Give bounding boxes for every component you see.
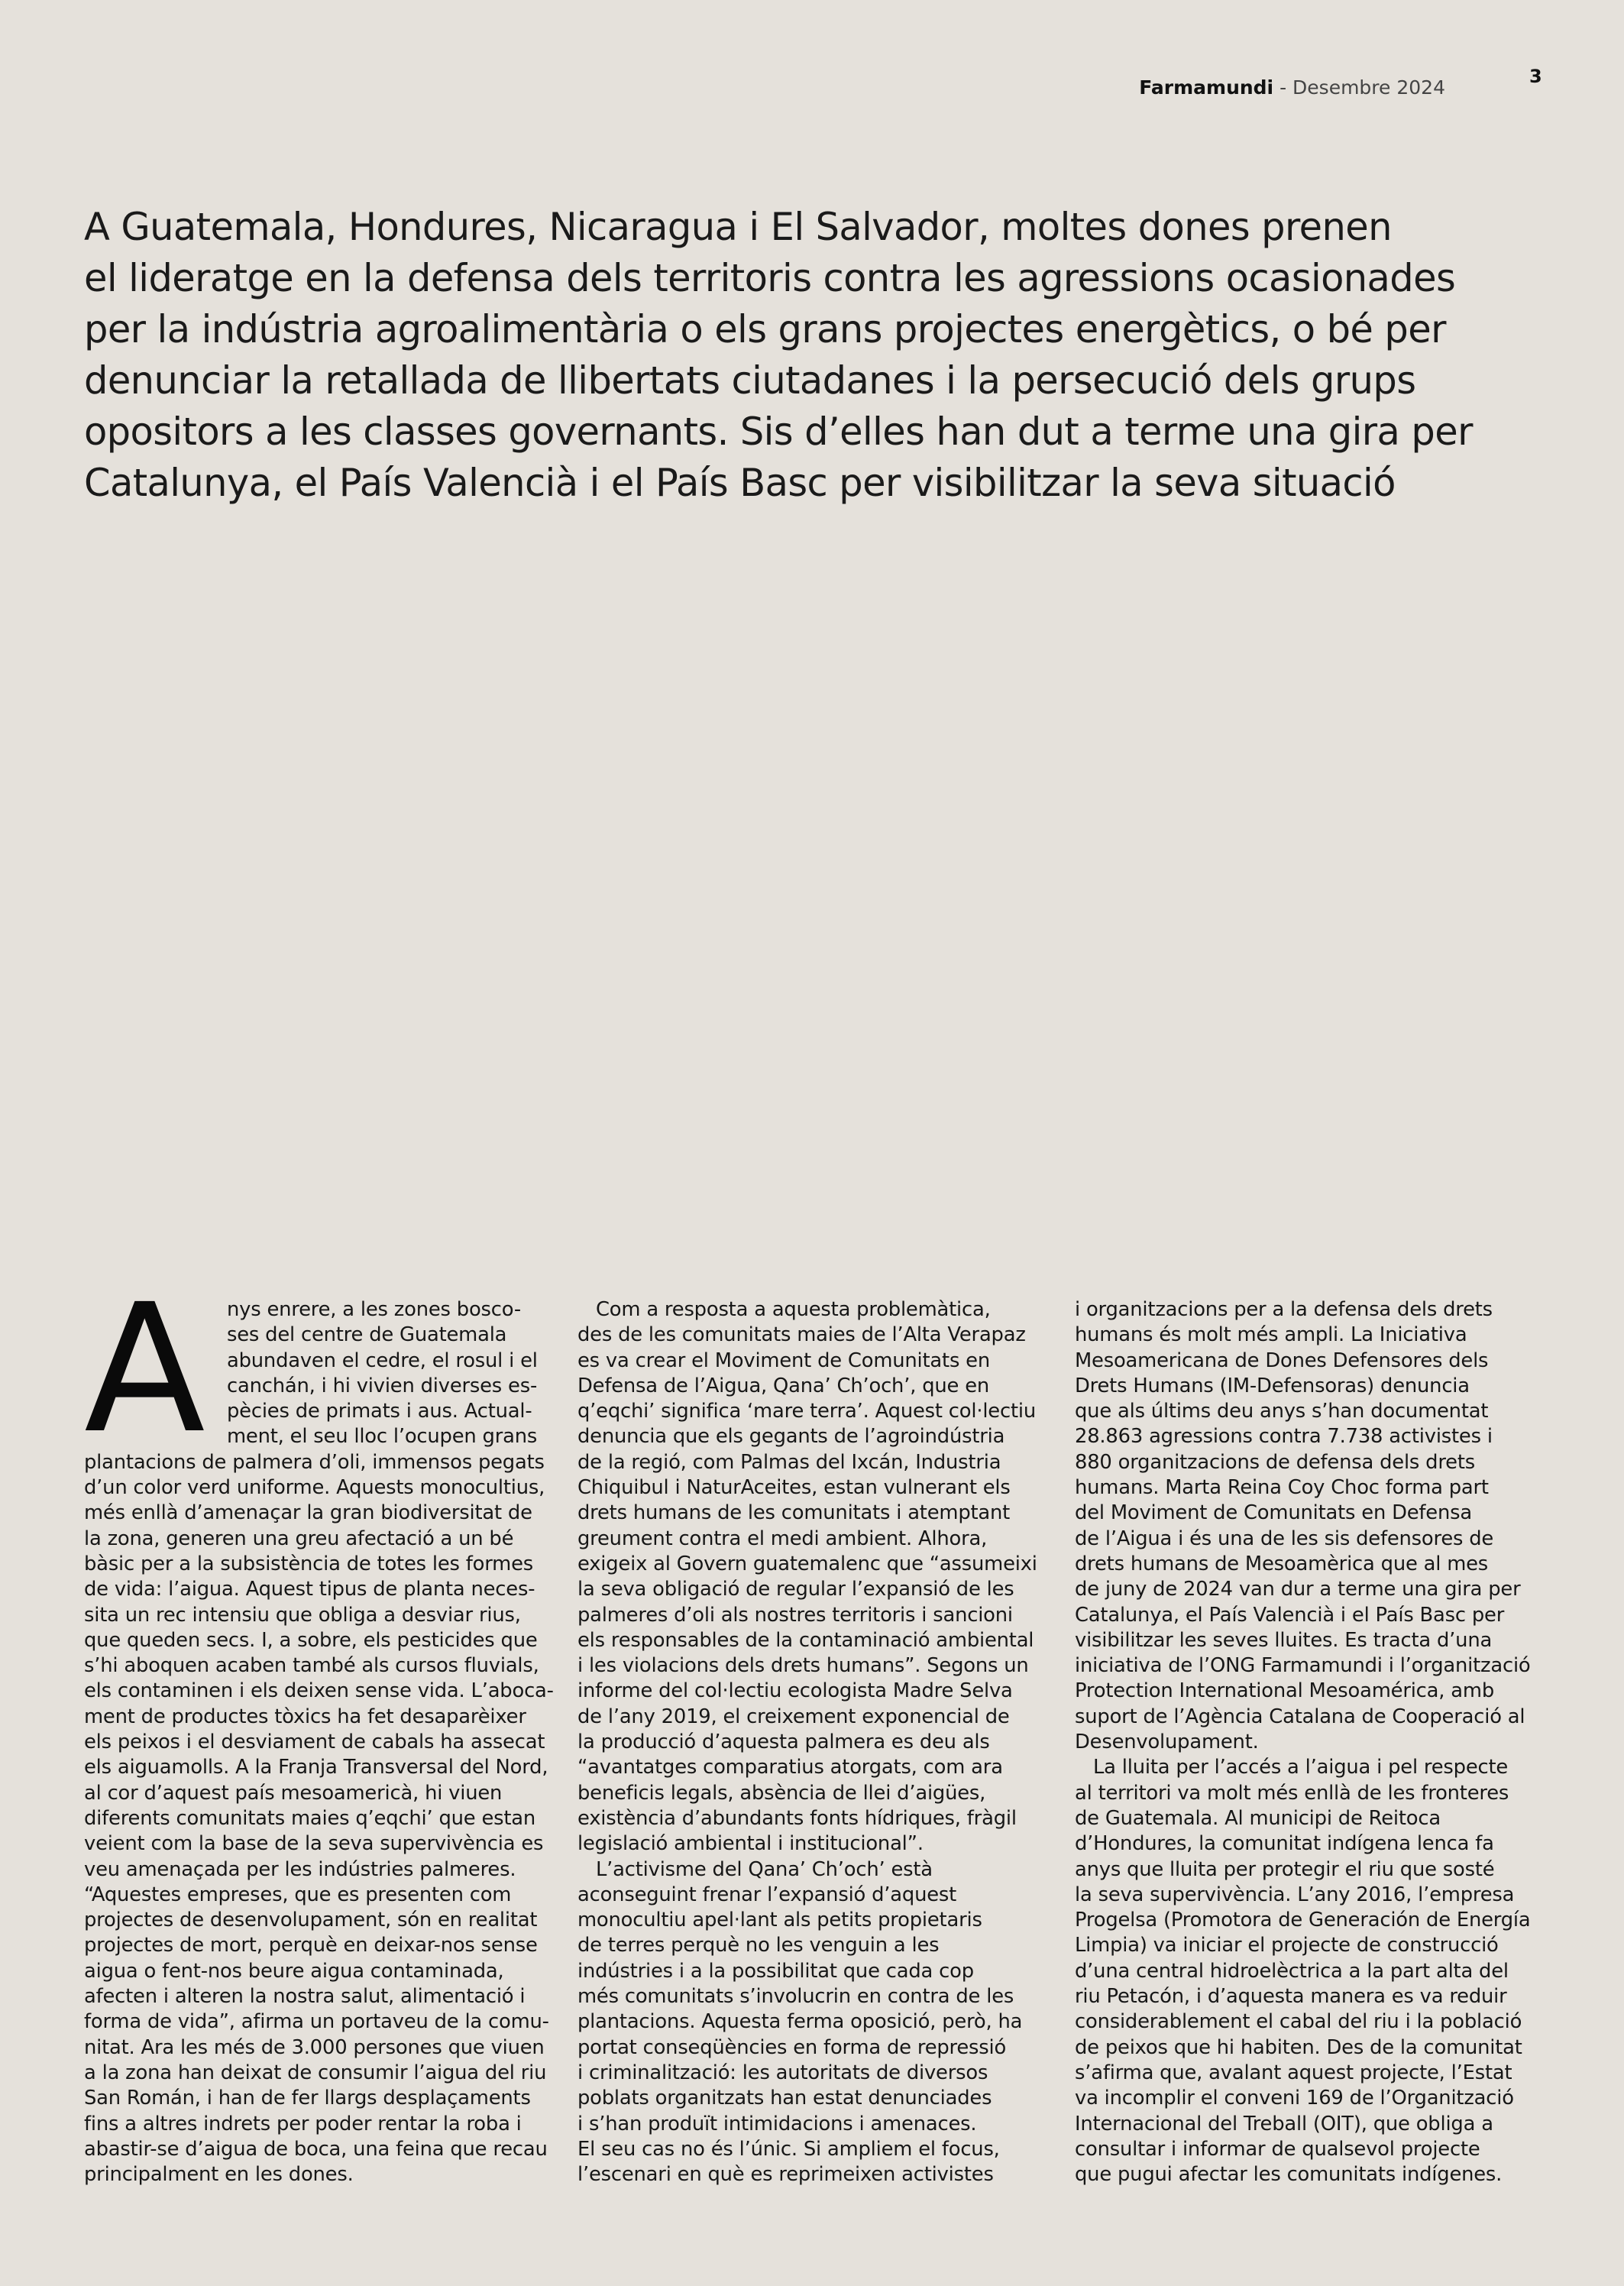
column-3-paragraph-2: La lluita per l’accés a l’aigua i pel respecte al territori va molt més enllà de les fronteres de Guatemala. Al municipi de Reitoca d’Hondures, la comunitat indígena lenca fa anys que lluita per protegir el riu que sosté la seva supervivència. L’any 2016, l’empresa Progelsa (Promotora de Generación de Energía Limpia) va iniciar el projecte de construcció d’una central hidroelèctrica a la part alta del riu Petacón, i d’aquesta manera es va reduir considerablement el cabal del riu i la població de peixos que hi habiten. Des de la comunitat s’afirma que, avalant aquest projecte, l’Estat va incomplir el conveni 169 de l’Organització Internacional del Treball (OIT), que obliga a consultar i informar de qualsevol projecte que pugui afectar les comunitats indígenes. [1075, 1756, 1531, 2187]
running-header [1139, 76, 1445, 99]
issue-date: Desembre 2024 [1292, 76, 1445, 99]
column-2 [577, 1297, 1055, 2187]
column-1-opening: nys enrere, a les zones bosco- ses del centre de Guatemala abundaven el cedre, el rosul i el canchán, i hi vivien diverses es- pècies de primats i aus. Actual- ment, el seu lloc l’ocupen grans [227, 1298, 538, 1449]
column-1-paragraph: plantacions de palmera d’oli, immensos pegats d’un color verd uniforme. Aquests monocultius, més enllà d’amenaçar la gran biodiversitat de la zona, generen una greu afectació a un bé bàsic per a la subsistència de totes les formes de vida: l’aigua. Aquest tipus de planta neces- sita un rec intensiu que obliga a desviar rius, que queden secs. I, a sobre, els pesticides que s’hi aboquen acaben també als cursos fluvials, els contaminen i els deixen sense vida. L’aboca- ment de productes tòxics ha fet desaparèixer els peixos i el desviament de cabals ha assecat els aiguamolls. A la Franja Transversal del Nord, al cor d’aquest país mesoamericà, hi viuen diferents comunitats maies q’eqchi’ que estan veient com la base de la seva supervivència es veu amenaçada per les indústries palmeres. “Aquestes empreses, que es presenten com projectes de desenvolupament, són en realitat projectes de mort, perquè en deixar-nos sense aigua o fent-nos beure aigua contaminada, afecten i alteren la nostra salut, alimentació i forma de vida”, afirma un portaveu de la comu- nitat. Ara les més de 3.000 persones que viuen a la zona han deixat de consumir l’aigua del riu San Román, i han de fer llargs desplaçaments fins a altres indrets per poder rentar la roba i abastir-se d’aigua de boca, una feina que recau principalment en les dones. [84, 1450, 554, 2187]
brand-name: Farmamundi [1139, 76, 1274, 99]
column-2-paragraph-1: Com a resposta a aquesta problemàtica, des de les comunitats maies de l’Alta Verapaz es va crear el Moviment de Comunitats en Defensa de l’Aigua, Qana’ Ch’och’, que en q’eqchi’ significa ‘mare terra’. Aquest col·lectiu denuncia que els gegants de l’agroindústria de la regió, com Palmas del Ixcán, Industria Chiquibul i NaturAceites, estan vulnerant els drets humans de les comunitats i atemptant greument contra el medi ambient. Alhora, exigeix al Govern guatemalenc que “assumeixi la seva obligació de regular l’expansió de les palmeres d’oli als nostres territoris i sancioni els responsables de la contaminació ambiental i les violacions dels drets humans”. Segons un informe del col·lectiu ecologista Madre Selva de l’any 2019, el creixement exponencial de la producció d’aquesta palmera es deu als “avantatges comparatius atorgats, com ara beneficis legals, absència de llei d’aigües, existència d’abundants fonts hídriques, fràgil legislació ambiental i institucional”. [577, 1298, 1037, 1856]
header-separator: - [1273, 76, 1293, 99]
column-1 [84, 1266, 561, 2187]
column-3 [1075, 1297, 1552, 2187]
drop-cap: A [84, 1266, 205, 1472]
column-3-paragraph-1: i organitzacions per a la defensa dels drets humans és molt més ampli. La Iniciativa Mesoamericana de Dones Defensores dels Drets Humans (IM-Defensoras) denuncia que als últims deu anys s’han documentat 28.863 agressions contra 7.738 activistes i 880 organitzacions de defensa dels drets humans. Marta Reina Coy Choc forma part del Moviment de Comunitats en Defensa de l’Aigua i és una de les sis defensores de drets humans de Mesoamèrica que al mes de juny de 2024 van dur a terme una gira per Catalunya, el País Valencià i el País Basc per visibilitzar les seves lluites. Es tracta d’una iniciativa de l’ONG Farmamundi i l’organització Protection International Mesoamérica, amb suport de l’Agència Catalana de Cooperació al Desenvolupament. [1075, 1298, 1531, 1754]
column-2-paragraph-2: L’activisme del Qana’ Ch’och’ està aconseguint frenar l’expansió d’aquest monocultiu apel·lant als petits propietaris de terres perquè no les venguin a les indústries i a la possibilitat que cada cop més comunitats s’involucrin en contra de les plantacions. Aquesta ferma oposició, però, ha portat conseqüències en forma de repressió i criminalització: les autoritats de diversos poblats organitzats han estat denunciades i s’han produït intimidacions i amenaces. El seu cas no és l’únic. Si ampliem el focus, l’escenari en què es reprimeixen activistes [577, 1857, 1023, 2187]
lead-paragraph: A Guatemala, Hondures, Nicaragua i El Salvador, moltes dones prenen el lideratge en la defensa dels territoris contra les agressions ocasionades per la indústria agroalimentària o els grans projectes energètics, o bé per denunciar la retallada de llibertats ciutadanes i la persecució dels grups opositors a les classes governants. Sis d’elles han dut a terme una gira per Catalunya, el País Valencià i el País Basc per visibilitzar la seva situació [84, 205, 1473, 505]
article-body [84, 1266, 1543, 2191]
page-number: 3 [1529, 66, 1542, 87]
